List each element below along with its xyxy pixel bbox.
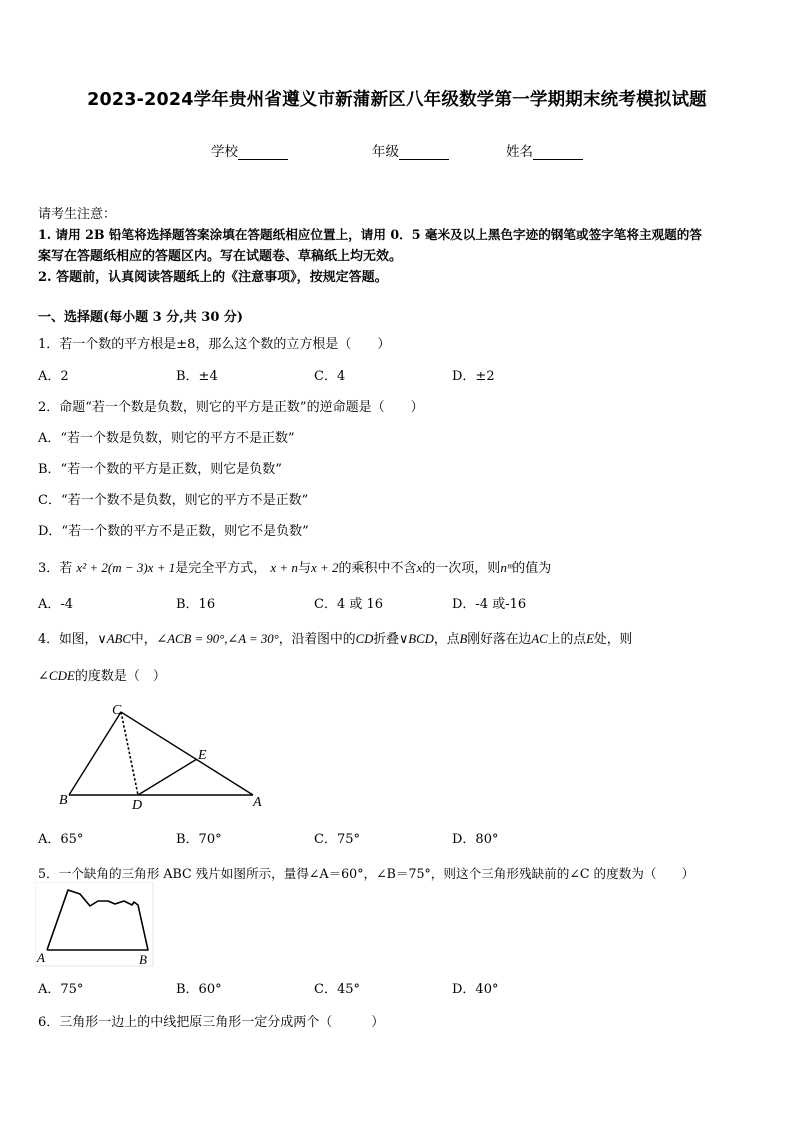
q1-stem: 1．若一个数的平方根是±8，那么这个数的立方根是（ ） [38, 337, 391, 352]
q3-option-d[interactable]: D．-4 或-16 [452, 597, 527, 612]
q3-text-2: 与 [297, 561, 311, 576]
name-label: 姓名 [506, 144, 533, 160]
notice-item2: 2. 答题前，认真阅读答题纸上的《注意事项》，按规定答题。 [38, 270, 388, 285]
q4-label-b: B [59, 793, 68, 808]
school-field[interactable] [211, 140, 288, 160]
q3-stem [38, 557, 551, 576]
q4-triangle-abc: ∨ABC [97, 632, 131, 646]
q5-figure-frame [35, 882, 153, 966]
q4-text-line2: 的度数是（ ） [74, 669, 166, 684]
q4-stem-line2 [38, 665, 166, 684]
q5-option-a[interactable]: A．75° [38, 982, 84, 997]
page-title: 2023-2024学年贵州省遵义市新蒲新区八年级数学第一学期期末统考模拟试题 [87, 90, 707, 110]
q3-num: 3．若 [38, 561, 73, 576]
q5-figure [35, 882, 155, 968]
q4-label-c: C [112, 703, 122, 718]
q4-option-d[interactable]: D．80° [452, 832, 499, 847]
grade-blank[interactable] [399, 145, 449, 160]
q6-stem: 6．三角形一边上的中线把原三角形一定分成两个（ ） [38, 1015, 385, 1030]
q2-option-a[interactable]: A．“若一个数是负数，则它的平方不是正数” [38, 431, 295, 446]
q1-option-a[interactable]: A．2 [38, 369, 69, 384]
q4-option-a[interactable]: A．65° [38, 832, 84, 847]
q3-expr-x2: x + 2 [310, 560, 339, 575]
q4-point-b: B [459, 632, 468, 646]
q3-text-5: 的值为 [512, 561, 552, 576]
q3-text-3: 的乘积中不含 [338, 561, 417, 576]
q3-text-1: 是完全平方式， [175, 561, 267, 576]
q3-option-a[interactable]: A．-4 [38, 597, 74, 612]
q4-label-a: A [253, 795, 262, 810]
q4-segment-ca [121, 712, 253, 795]
q4-point-e: E [586, 632, 594, 646]
section-heading: 一、选择题(每小题 3 分,共 30 分) [38, 310, 244, 325]
q5-label-a: A [37, 950, 45, 965]
q3-expr-xn: x + n [270, 560, 298, 575]
q4-text-d: 折叠 [373, 632, 399, 647]
q3-expr-square: x² + 2(m − 3)x + 1 [76, 560, 176, 575]
q4-stem-line1 [38, 628, 632, 647]
q4-angle-cde: ∠CDE [38, 668, 75, 683]
q4-text-a: 4．如图， [38, 632, 98, 647]
q4-cd: CD [355, 632, 374, 646]
q3-text-4: 的一次项，则 [422, 561, 501, 576]
q3-option-b[interactable]: B．16 [176, 597, 216, 612]
school-label: 学校 [211, 144, 238, 160]
q1-option-c[interactable]: C．4 [314, 369, 346, 384]
q4-ac: AC [531, 632, 548, 646]
q5-label-b: B [139, 952, 147, 967]
school-blank[interactable] [238, 145, 288, 160]
q3-expr-nm: nᵐ [500, 560, 513, 575]
q5-stem: 5．一个缺角的三角形 ABC 残片如图所示，量得∠A＝60°，∠B＝75°，则这个三角形残缺前的∠C 的度数为（ ） [38, 866, 695, 881]
q5-option-d[interactable]: D．40° [452, 982, 499, 997]
name-field[interactable] [506, 140, 583, 160]
q4-text-g: 上的点 [547, 632, 587, 647]
q5-broken-triangle [47, 890, 148, 950]
notice-heading: 请考生注意： [38, 207, 117, 222]
q4-option-c[interactable]: C．75° [314, 832, 360, 847]
notice-item1-line1: 1. 请用 2B 铅笔将选择题答案涂填在答题纸相应位置上，请用 0．5 毫米及以上黑色字迹的钢笔或签字笔将主观题的答 [38, 227, 702, 242]
q4-triangle-bcd: ∨BCD [398, 632, 434, 646]
q1-option-b[interactable]: B．±4 [176, 369, 218, 384]
name-blank[interactable] [533, 145, 583, 160]
notice-item1-line2: 案写在答题纸相应的答题区内。写在试题卷、草稿纸上均无效。 [38, 249, 403, 264]
q4-text-e: ，点 [433, 632, 460, 647]
q4-label-e: E [198, 748, 207, 763]
q2-option-d[interactable]: D．“若一个数的平方不是正数，则它不是负数” [38, 524, 309, 539]
q4-segment-de [138, 759, 197, 795]
q3-option-c[interactable]: C．4 或 16 [314, 597, 384, 612]
q4-text-h: 处，则 [593, 632, 633, 647]
q4-segment-bc [69, 712, 121, 795]
q1-option-d[interactable]: D．±2 [452, 369, 495, 384]
q4-condition: ∠ACB = 90°,∠A = 30° [156, 632, 279, 646]
q4-option-b[interactable]: B．70° [176, 832, 222, 847]
q3-expr-x: x [416, 560, 423, 575]
q4-text-f: 刚好落在边 [467, 632, 532, 647]
q2-stem: 2．命题“若一个数是负数，则它的平方是正数”的逆命题是（ ） [38, 400, 424, 415]
q4-figure [50, 695, 280, 815]
q5-option-b[interactable]: B．60° [176, 982, 222, 997]
q5-option-c[interactable]: C．45° [314, 982, 360, 997]
q2-option-c[interactable]: C．“若一个数不是负数，则它的平方不是正数” [38, 493, 309, 508]
q4-segment-cd [121, 712, 138, 795]
q2-option-b[interactable]: B．“若一个数的平方是正数，则它是负数” [38, 462, 282, 477]
q4-text-b: 中， [130, 632, 157, 647]
grade-label: 年级 [372, 144, 399, 160]
q4-text-c: ，沿着图中的 [278, 632, 356, 647]
grade-field[interactable] [372, 140, 449, 160]
q4-label-d: D [132, 798, 143, 813]
